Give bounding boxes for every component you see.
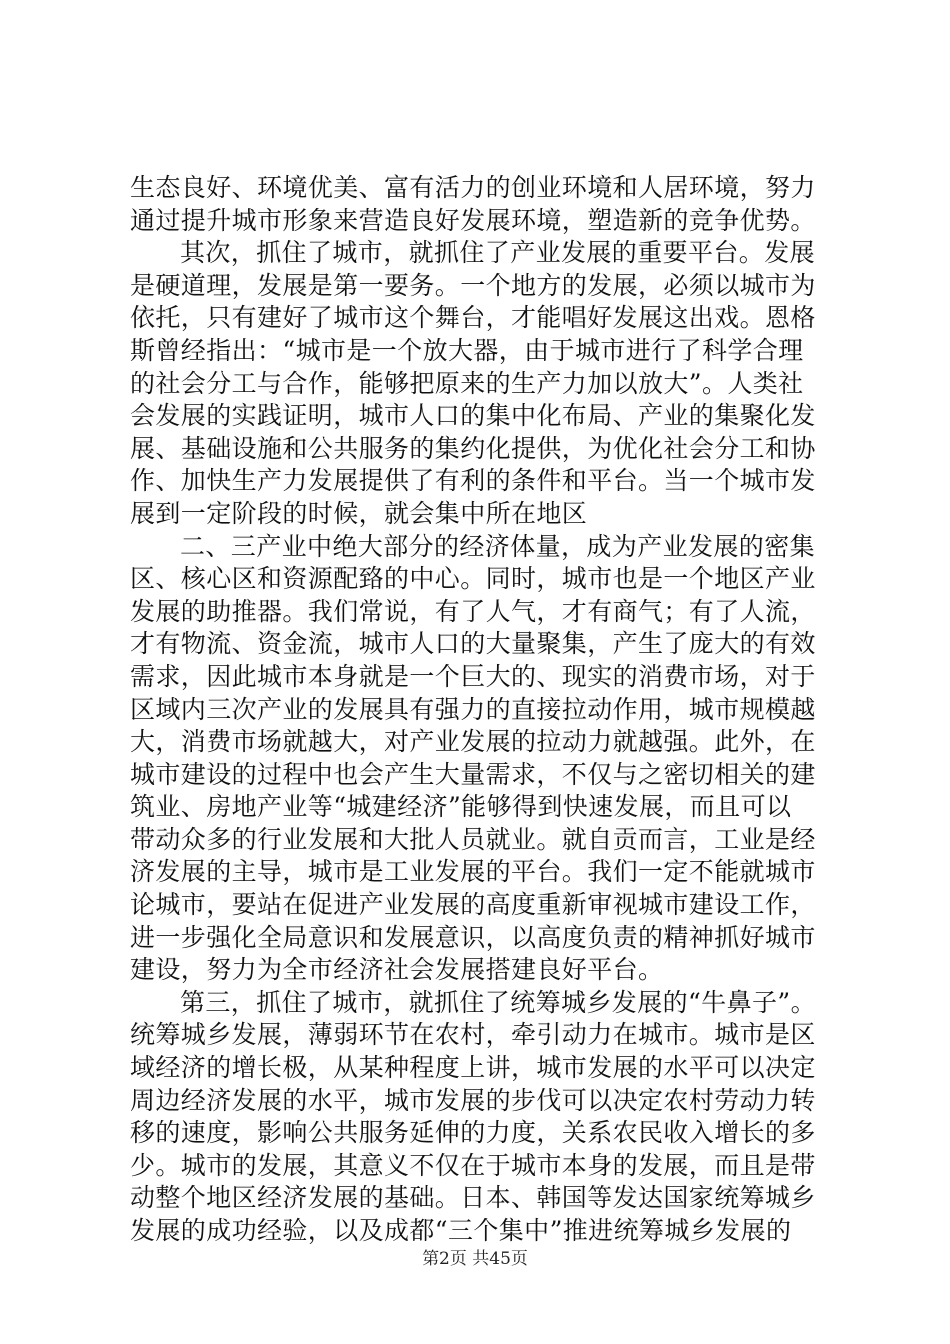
text-line: 论城市，要站在促进产业发展的高度重新审视城市建设工作， [130,890,816,920]
text-line: 需求，因此城市本身就是一个巨大的、现实的消费市场，对于 [130,661,816,691]
text-line: 统筹城乡发展，薄弱环节在农村，牵引动力在城市。城市是区 [130,1020,816,1050]
text-line: 济发展的主导，城市是工业发展的平台。我们一定不能就城市 [130,857,816,887]
text-line: 二、三产业中绝大部分的经济体量，成为产业发展的密集 [180,531,816,561]
text-line: 生态良好、环境优美、富有活力的创业环境和人居环境，努力 [130,173,816,202]
text-line: 进一步强化全局意识和发展意识，以高度负责的精神抓好城市 [130,922,816,952]
text-line: 发展的助推器。我们常说，有了人气，才有商气；有了人流， [130,596,816,626]
text-line: 才有物流、资金流，城市人口的大量聚集，产生了庞大的有效 [130,629,816,659]
text-line: 域经济的增长极，从某种程度上讲，城市发展的水平可以决定 [130,1053,816,1083]
text-line: 区域内三次产业的发展具有强力的直接拉动作用，城市规模越 [130,694,816,724]
text-line: 筑业、房地产业等“城建经济”能够得到快速发展，而且可以 [130,792,792,822]
text-line: 动整个地区经济发展的基础。日本、韩国等发达国家统筹城乡 [130,1183,816,1213]
text-line: 移的速度，影响公共服务延伸的力度，关系农民收入增长的多 [130,1118,816,1148]
text-line: 其次，抓住了城市，就抓住了产业发展的重要平台。发展 [180,238,816,268]
text-line: 少。城市的发展，其意义不仅在于城市本身的发展，而且是带 [130,1150,816,1180]
document-body [130,172,860,1248]
text-line: 第三，抓住了城市，就抓住了统筹城乡发展的“牛鼻子”。 [180,987,816,1017]
text-line: 斯曾经指出：“城市是一个放大器，由于城市进行了科学合理 [130,335,804,365]
text-line: 会发展的实践证明，城市人口的集中化布局、产业的集聚化发 [130,401,816,431]
text-line: 是硬道理，发展是第一要务。一个地方的发展，必须以城市为 [130,270,816,300]
page-number-footer: 第2页 共45页 [422,1249,528,1269]
text-line: 城市建设的过程中也会产生大量需求，不仅与之密切相关的建 [130,759,816,789]
text-line: 作、加快生产力发展提供了有利的条件和平台。当一个城市发 [130,466,816,496]
text-line: 建设，努力为全市经济社会发展搭建良好平台。 [130,955,664,985]
text-line: 大，消费市场就越大，对产业发展的拉动力就越强。此外，在 [130,727,816,757]
text-line: 展到一定阶段的时候，就会集中所在地区 [130,498,588,528]
text-line: 展、基础设施和公共服务的集约化提供，为优化社会分工和协 [130,433,816,463]
text-line: 带动众多的行业发展和大批人员就业。就自贡而言，工业是经 [130,824,816,854]
text-line: 发展的成功经验，以及成都“三个集中”推进统筹城乡发展的 [130,1216,792,1245]
text-line: 周边经济发展的水平，城市发展的步伐可以决定农村劳动力转 [130,1085,816,1115]
text-line: 的社会分工与合作，能够把原来的生产力加以放大”。人类社 [130,368,804,398]
text-line: 依托，只有建好了城市这个舞台，才能唱好发展这出戏。恩格 [130,303,816,333]
text-line: 区、核心区和资源配臵的中心。同时，城市也是一个地区产业 [130,564,816,594]
text-line: 通过提升城市形象来营造良好发展环境，塑造新的竞争优势。 [130,205,816,235]
